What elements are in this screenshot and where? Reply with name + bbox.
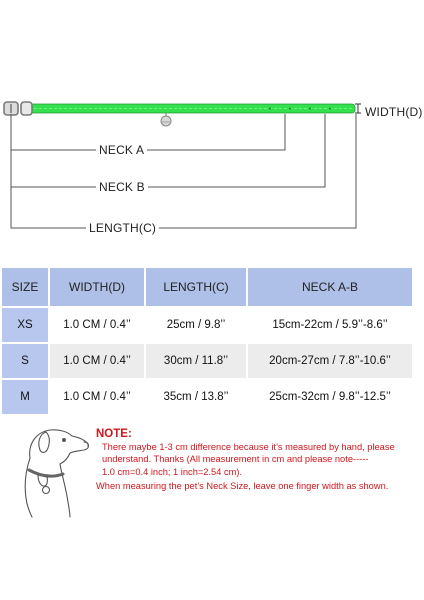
- table-header-row: [2, 268, 412, 306]
- buckle-icon: [4, 102, 32, 115]
- note-line: understand. Thanks (All measurement in cm and please note-----: [102, 454, 369, 465]
- width-label: WIDTH(D): [365, 105, 423, 119]
- length-cell: 30cm / 11.8’’: [146, 344, 246, 378]
- neck-a-label: NECK A: [96, 143, 147, 157]
- table-row: [2, 344, 412, 378]
- length-label: LENGTH(C): [86, 221, 159, 235]
- neck-a-line: [11, 114, 285, 150]
- note-line: When measuring the pet’s Neck Size, leave one finger width as shown.: [96, 480, 389, 491]
- size-cell: M: [2, 380, 48, 414]
- length-line: [11, 114, 356, 228]
- bell-icon: [161, 113, 171, 126]
- width-cell: 1.0 CM / 0.4’’: [50, 380, 144, 414]
- dog-sketch-icon: [10, 418, 94, 518]
- neck-cell: 20cm-27cm / 7.8’’-10.6’’: [248, 344, 412, 378]
- table-row: [2, 380, 412, 414]
- note-title: NOTE:: [96, 428, 132, 440]
- header-neck: NECK A-B: [248, 268, 412, 306]
- width-cell: 1.0 CM / 0.4’’: [50, 308, 144, 342]
- note-line: There maybe 1-3 cm difference because it’s measured by hand, please: [102, 442, 395, 453]
- header-width: WIDTH(D): [50, 268, 144, 306]
- width-marker: [355, 104, 361, 113]
- neck-b-label: NECK B: [96, 180, 148, 194]
- header-size: SIZE: [2, 268, 48, 306]
- note-line: 1.0 cm=0.4 inch; 1 inch=2.54 cm).: [102, 466, 243, 477]
- collar-measurement-diagram: [0, 0, 424, 250]
- neck-cell: 25cm-32cm / 9.8’’-12.5’’: [248, 380, 412, 414]
- size-cell: S: [2, 344, 48, 378]
- length-cell: 35cm / 13.8’’: [146, 380, 246, 414]
- note-block: [96, 428, 420, 492]
- neck-cell: 15cm-22cm / 5.9’’-8.6’’: [248, 308, 412, 342]
- header-length: LENGTH(C): [146, 268, 246, 306]
- size-table: [0, 266, 414, 416]
- width-cell: 1.0 CM / 0.4’’: [50, 344, 144, 378]
- table-row: [2, 308, 412, 342]
- size-cell: XS: [2, 308, 48, 342]
- length-cell: 25cm / 9.8’’: [146, 308, 246, 342]
